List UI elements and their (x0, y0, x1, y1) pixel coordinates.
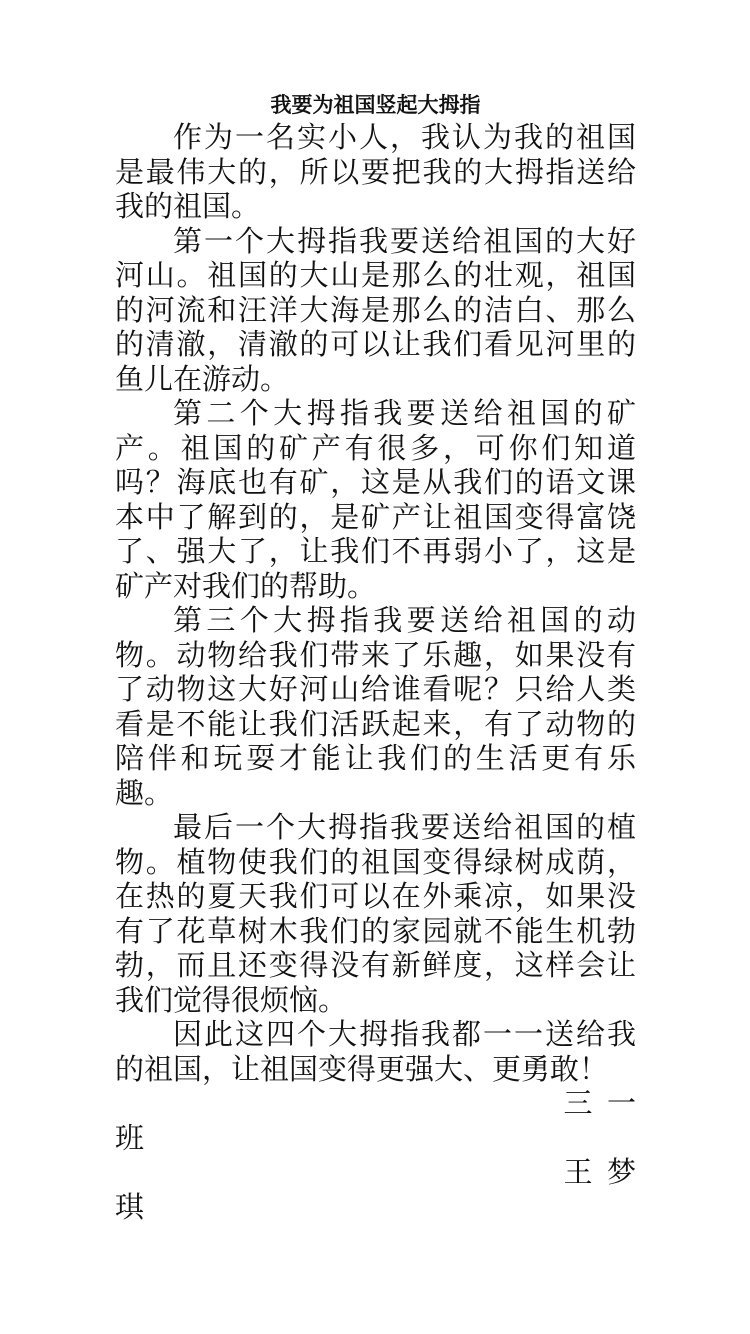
essay-page (115, 90, 651, 1224)
signature-class-right: 三一 (563, 1086, 651, 1120)
signature-name-right: 王梦 (563, 1155, 651, 1189)
paragraph-conclusion: 因此这四个大拇指我都一一送给我的祖国，让祖国变得更强大、更勇敢！ (115, 1017, 636, 1086)
signature-name-left: 琪 (115, 1189, 145, 1224)
paragraph-animals: 第三个大拇指我要送给祖国的动物。动物给我们带来了乐趣，如果没有了动物这大好河山给谁看呢？只给人类看是不能让我们活跃起来，有了动物的陪伴和玩耍才能让我们的生活更有乐趣。 (115, 603, 636, 810)
essay-title: 我要为祖国竖起大拇指 (270, 93, 481, 117)
paragraph-minerals: 第二个大拇指我要送给祖国的矿产。祖国的矿产有很多，可你们知道吗？海底也有矿，这是从我们的语文课本中了解到的，是矿产让祖国变得富饶了、强大了，让我们不再弱小了，这是矿产对我们的帮助。 (115, 396, 636, 603)
signature-block (115, 1086, 651, 1224)
paragraph-intro: 作为一名实小人，我认为我的祖国是最伟大的，所以要把我的大拇指送给我的祖国。 (115, 120, 636, 223)
paragraph-plants: 最后一个大拇指我要送给祖国的植物。植物使我们的祖国变得绿树成荫，在热的夏天我们可以在外乘凉，如果没有了花草树木我们的家园就不能生机勃勃，而且还变得没有新鲜度，这样会让我们觉得很烦恼。 (115, 810, 636, 1017)
signature-class-left: 班 (115, 1120, 145, 1155)
paragraph-mountains-rivers: 第一个大拇指我要送给祖国的大好河山。祖国的大山是那么的壮观，祖国的河流和汪洋大海是那么的洁白、那么的清澈，清澈的可以让我们看见河里的鱼儿在游动。 (115, 223, 636, 396)
